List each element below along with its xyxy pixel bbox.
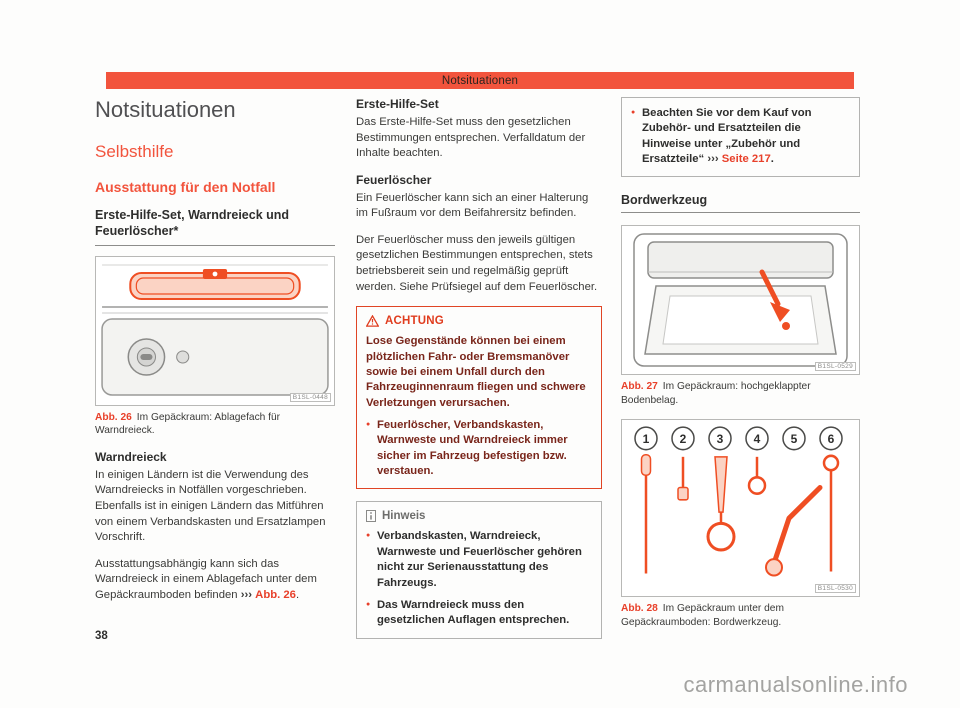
warning-body: Lose Gegenstände können bei einem plötzlichen Fahr- oder Bremsmanöver sowie bei einem Unfall durch den Fahrzeuginnenraum fliegen und schwere Verletzungen verursachen.	[366, 335, 586, 409]
figure-tag: B1SL-0530	[815, 584, 856, 593]
middle-column	[356, 97, 602, 639]
figure-caption-text: Im Gepäckraum: hochgeklappter Bodenbelag.	[621, 381, 811, 406]
subsection-heading: Erste-Hilfe-Set, Warndreieck und Feuerlöscher*	[95, 207, 335, 247]
paragraph: In einigen Ländern ist die Verwendung des Warndreiecks in Notfällen vorgeschrieben. Ebenfalls ist in einigen Ländern das Mitführen von einem Verbandskasten und Ersatzlampen Vorschrift.	[95, 468, 326, 544]
paragraph-text: Ausstattungsabhängig kann sich das Warndreieck in einem Ablagefach unter dem Gepäckraumboden befinden	[95, 557, 317, 601]
reference-arrows: ›››	[240, 588, 253, 601]
chapter-header-label: Notsituationen	[441, 74, 519, 87]
callout-number: 4	[753, 432, 761, 447]
note-text: .	[770, 153, 774, 166]
callout-number: 5	[790, 432, 798, 447]
figure-caption-text: Im Gepäckraum unter dem Gepäckraumboden: Bordwerkzeug.	[621, 603, 784, 628]
callout-number: 3	[716, 432, 724, 447]
note-bullet-item	[631, 106, 850, 167]
paragraph	[95, 557, 335, 604]
figure-abb28	[621, 419, 860, 597]
left-column	[95, 97, 335, 615]
figure-caption-text: Im Gepäckraum: Ablagefach für Warndreieck.	[95, 412, 281, 437]
reference-link-abb26[interactable]: Abb. 26	[255, 588, 296, 601]
figure-label: Abb. 26	[95, 412, 132, 423]
paragraph: Ein Feuerlöscher kann sich an einer Halterung im Fußraum vor dem Beifahrersitz befinden.	[356, 191, 589, 220]
paragraph: Das Erste-Hilfe-Set muss den gesetzlichen Bestimmungen entsprechen. Verfalldatum der Inhalte beachten.	[356, 116, 586, 160]
trunk-floor-illustration	[622, 226, 859, 374]
hint-box	[356, 501, 602, 638]
warning-icon	[366, 315, 379, 327]
section-heading-selbsthilfe: Selbsthilfe	[95, 142, 174, 161]
hint-title-label: Hinweis	[382, 510, 426, 523]
paragraph-heading-feuerloescher: Feuerlöscher	[356, 172, 432, 187]
callout-number: 1	[642, 432, 650, 447]
board-tools-illustration	[622, 420, 859, 596]
figure-label: Abb. 27	[621, 381, 658, 393]
figure-abb26	[95, 256, 335, 406]
figure-tag: B1SL-0448	[290, 393, 331, 402]
reference-arrows: ›››	[707, 153, 719, 166]
page-title: Notsituationen	[95, 97, 236, 122]
hint-bullet-item: ● Das Warndreieck muss den gesetzlichen Auflagen entsprechen.	[366, 598, 592, 629]
note-text: Beachten Sie vor dem Kauf von Zubehör- und Ersatzteilen die Hinweise unter „Zubehör und Ersatzteile“	[642, 107, 812, 166]
hint-bullet-item: ● Verbandskasten, Warndreieck, Warnweste und Feuerlöscher gehören nicht zur Serienausstattung des Fahrzeugs.	[366, 529, 592, 590]
callout-number: 6	[827, 432, 835, 447]
watermark: carmanualsonline.info	[683, 672, 908, 697]
accessory-note-box	[621, 97, 860, 177]
paragraph: Der Feuerlöscher muss den jeweils gültigen gesetzlichen Bestimmungen entsprechen, stets betriebsbereit sein und regelmäßig geprüft werden. Siehe Prüfsiegel auf dem Feuerlöscher.	[356, 233, 598, 293]
paragraph-heading-warndreieck: Warndreieck	[95, 449, 167, 464]
info-icon	[366, 510, 376, 522]
page-number: 38	[95, 630, 108, 642]
figure-tag: B1SL-0529	[815, 362, 856, 371]
warning-bullet-item: ● Feuerlöscher, Verbandskasten, Warnweste und Warndreieck immer sicher im Fahrzeug befestigen bzw. verstauen.	[366, 418, 592, 479]
warning-box	[356, 306, 602, 489]
chapter-header	[106, 72, 854, 89]
first-aid-compartment-illustration	[96, 257, 334, 405]
paragraph-text: .	[295, 588, 300, 601]
reference-link-seite217[interactable]: Seite 217	[721, 153, 771, 166]
warning-box-title	[366, 315, 592, 327]
figure-abb28-caption	[621, 602, 860, 629]
warning-title-label: ACHTUNG	[385, 315, 444, 328]
callout-number: 2	[679, 432, 687, 447]
paragraph-heading-erste-hilfe: Erste-Hilfe-Set	[356, 97, 439, 111]
hint-box-title	[366, 510, 592, 522]
figure-abb26-caption	[95, 411, 335, 438]
section-heading-ausstattung: Ausstattung für den Notfall	[95, 179, 276, 195]
right-column	[621, 97, 860, 641]
figure-abb27	[621, 225, 860, 375]
section-heading-bordwerkzeug: Bordwerkzeug	[621, 193, 860, 213]
figure-abb27-caption	[621, 380, 860, 407]
figure-label: Abb. 28	[621, 603, 658, 615]
